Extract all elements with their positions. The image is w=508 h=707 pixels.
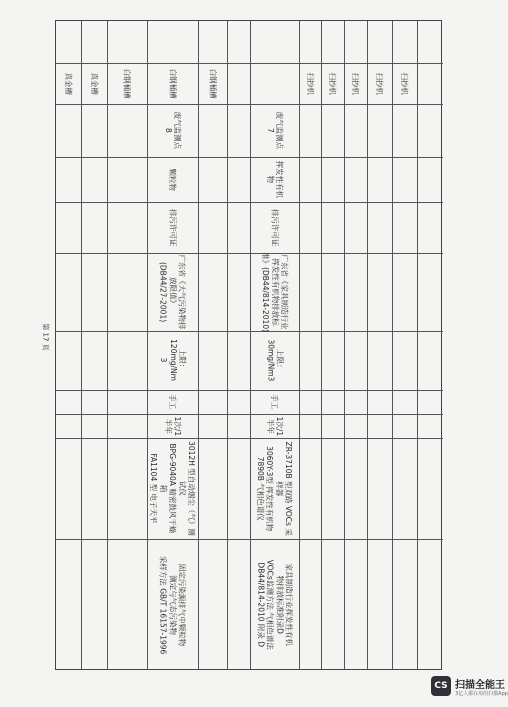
- pollutant-voc: 挥发性有机 物: [265, 160, 284, 199]
- product-cell: [198, 63, 227, 104]
- watermark-brand: 扫描全能王: [455, 680, 505, 691]
- product-label: 白钢桶槽: [168, 68, 178, 99]
- product-label: 扫抄机: [375, 72, 385, 95]
- product-cell: [367, 63, 392, 104]
- permit-b: 排污许可证: [168, 208, 178, 247]
- watermark-tagline: 3亿人都在用的扫描App: [455, 691, 508, 697]
- rule: [367, 21, 368, 669]
- rule: [198, 21, 199, 669]
- product-cell: [147, 63, 198, 104]
- rule: [227, 21, 228, 669]
- product-cell: [107, 63, 147, 104]
- product-label: 真金槽: [64, 72, 74, 95]
- product-cell: [344, 63, 367, 104]
- standard-a: 广东省《家具制造行业 挥发性有机物排放标 准》(DB44/814-2010): [260, 252, 289, 332]
- limit-a: 上限： 30mg/Nm3: [265, 339, 284, 382]
- rule: [299, 21, 300, 669]
- monitoring-point-8: 废气监测点 8: [163, 111, 182, 150]
- product-label: 扫抄机: [305, 72, 315, 95]
- product-cell: [321, 63, 344, 104]
- product-label: 扫抄机: [328, 72, 338, 95]
- rule: [344, 21, 345, 669]
- frequency-b: 1次/1 半年: [163, 416, 182, 436]
- rule: [417, 21, 418, 669]
- method-b: 手工: [168, 394, 178, 410]
- method-a: 手工: [270, 394, 280, 410]
- camscanner-logo-icon: CS: [431, 676, 451, 696]
- rule: [392, 21, 393, 669]
- product-cell: [392, 63, 417, 104]
- product-label: 白钢桶槽: [208, 68, 218, 99]
- instruments-b: 3012H 型自动烟尘（气）测 试仪 BPG-9040A 精密鼓风干燥 箱 FA1104 型 电子天平: [149, 441, 196, 536]
- product-label: 真金槽: [89, 72, 99, 95]
- pollutant-particulate: 颗粒物: [168, 168, 178, 191]
- table-frame: [55, 20, 442, 670]
- product-cell: [81, 63, 107, 104]
- product-label: 白钢桶槽: [122, 68, 132, 99]
- rule: [321, 21, 322, 669]
- product-label: 扫抄机: [351, 72, 361, 95]
- analysis-method-b: 固定污染源排气中颗粒物 测定与气态污染物 采样方法 GB/T 16157-1996: [158, 555, 187, 655]
- product-cell: [56, 63, 81, 104]
- rule: [81, 21, 82, 669]
- standard-b: 广东省《大气污染物排 放限值》 (DB44/27-2001): [158, 254, 187, 330]
- limit-b: 上限： 120mg/Nm 3: [158, 339, 187, 382]
- product-label: 扫抄机: [400, 72, 410, 95]
- page-number: 第 17 页: [42, 323, 51, 351]
- permit-a: 排污许可证: [270, 208, 280, 247]
- frequency-a: 1次/1 半年: [265, 416, 284, 436]
- analysis-method-a: 家具制造行业挥发性有机 物排放标准附录D VOCs监测方法 气相色谱法 DB44/814-2010 附录 D: [256, 560, 294, 650]
- rule: [107, 21, 108, 669]
- instruments-a: ZR-3710B 型双路 VOCs 采 样器 3060Y-3型 挥发性有机物 7890B 气相色谱仪: [256, 441, 294, 536]
- monitoring-point-7: 废气监测点 7: [265, 111, 284, 150]
- product-cell: [299, 63, 321, 104]
